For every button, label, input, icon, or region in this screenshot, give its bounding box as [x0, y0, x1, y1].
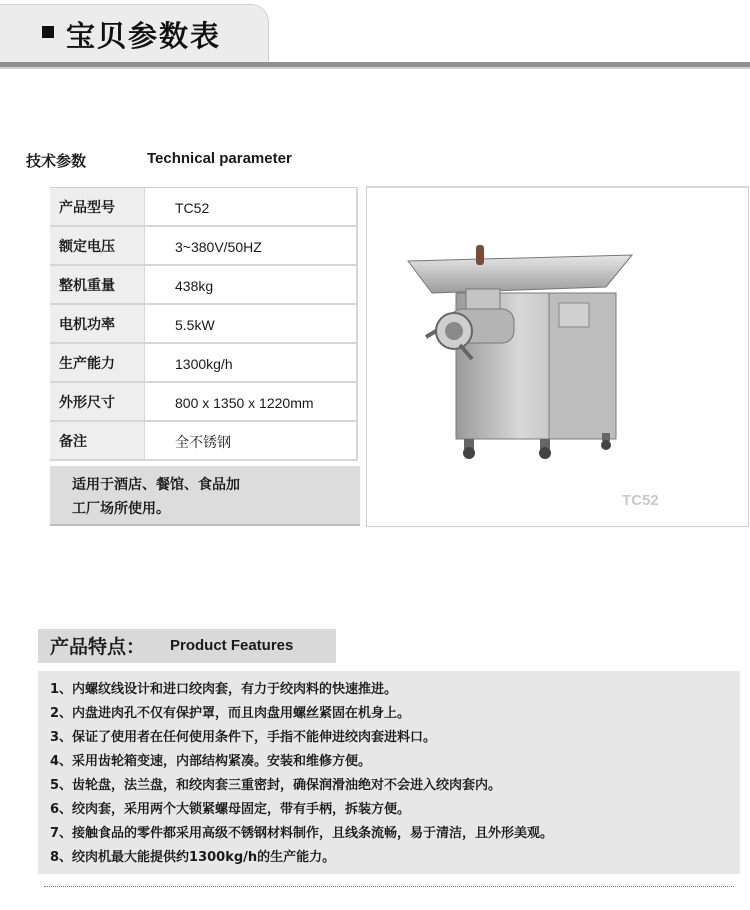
features-heading-cn: 产品特点：	[50, 636, 146, 658]
features-heading-en: Product Features	[170, 637, 294, 654]
spec-row-dimensions	[50, 383, 356, 422]
spec-value: 3~380V/50HZ	[175, 239, 262, 255]
page-title: 宝贝参数表	[66, 19, 222, 53]
feature-item: 4、采用齿轮箱变速，内部结构紧凑。安装和维修方便。	[50, 754, 372, 769]
usage-line-1: 适用于酒店、餐馆、食品加	[72, 477, 240, 493]
usage-line-2: 工厂场所使用。	[72, 501, 170, 517]
meat-grinder-photo	[406, 245, 634, 463]
spec-key: 外形尺寸	[50, 383, 145, 420]
spec-value: 1300kg/h	[175, 356, 233, 372]
spec-row-power	[50, 305, 356, 344]
image-caption: TC52	[622, 492, 659, 509]
spec-value: 438kg	[175, 278, 214, 294]
spec-key: 备注	[50, 422, 145, 459]
tech-heading-cn: 技术参数	[26, 152, 87, 170]
feature-item: 1、内螺纹线设计和进口绞肉套，有力于绞肉料的快速推进。	[50, 682, 398, 697]
feature-item: 7、接触食品的零件都采用高级不锈钢材料制作，且线条流畅，易于清洁，且外形美观。	[50, 826, 554, 841]
spec-key: 整机重量	[50, 266, 145, 303]
spec-value: 800 x 1350 x 1220mm	[175, 395, 314, 411]
header-divider-light	[0, 67, 750, 69]
spec-value: TC52	[175, 200, 210, 216]
feature-item: 3、保证了使用者在任何使用条件下，手指不能伸进绞肉套进料口。	[50, 730, 437, 745]
bottom-dotted-divider	[44, 886, 734, 887]
spec-key: 生产能力	[50, 344, 145, 381]
usage-note	[72, 473, 322, 521]
spec-row-capacity	[50, 344, 356, 383]
spec-row-model	[50, 188, 356, 227]
spec-row-remark	[50, 422, 356, 461]
feature-item: 5、齿轮盘，法兰盘，和绞肉套三重密封，确保润滑油绝对不会进入绞肉套内。	[50, 778, 502, 793]
usage-note-box	[50, 466, 360, 526]
spec-table	[50, 187, 358, 461]
spec-value: 全不锈钢	[175, 434, 231, 450]
feature-item: 8、绞肉机最大能提供约1300kg/h的生产能力。	[50, 850, 336, 865]
spec-key: 额定电压	[50, 227, 145, 264]
tech-heading-en: Technical parameter	[147, 150, 292, 167]
spec-key: 电机功率	[50, 305, 145, 342]
feature-item: 2、内盘进肉孔不仅有保护罩，而且肉盘用螺丝紧固在机身上。	[50, 706, 411, 721]
spec-value: 5.5kW	[175, 317, 215, 333]
spec-key: 产品型号	[50, 188, 145, 225]
feature-item: 6、绞肉套，采用两个大锁紧螺母固定，带有手柄，拆装方便。	[50, 802, 411, 817]
feature-list	[50, 678, 553, 870]
square-bullet-icon	[42, 26, 54, 38]
spec-row-weight	[50, 266, 356, 305]
spec-row-voltage	[50, 227, 356, 266]
